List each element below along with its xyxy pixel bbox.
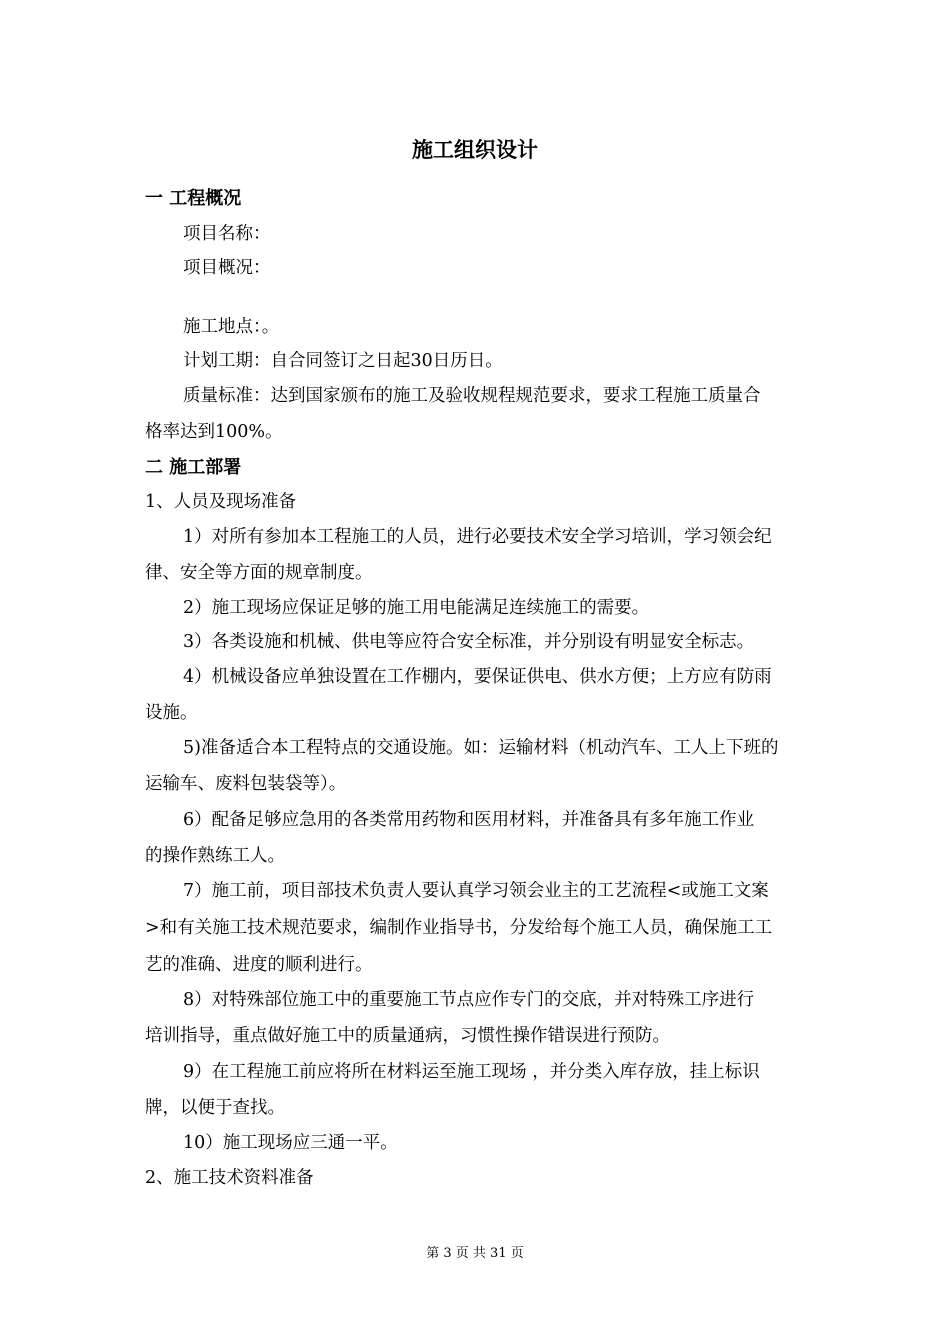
item-9-line-1: 9）在工程施工前应将所在材料运至施工现场 ，并分类入库存放，挂上标识 (183, 1062, 760, 1082)
page-number-footer: 第 3 页 共 31 页 (426, 1246, 524, 1261)
item-8-line-1: 8）对特殊部位施工中的重要施工节点应作专门的交底，并对特殊工序进行 (183, 990, 755, 1010)
item-9-line-2: 牌，以便于查找。 (145, 1098, 285, 1118)
site-location-line: 施工地点：。 (183, 317, 280, 337)
item-1-line-1: 1）对所有参加本工程施工的人员，进行必要技术安全学习培训，学习领会纪 (183, 527, 772, 547)
item-5-line-1: 5)准备适合本工程特点的交通设施。如：运输材料（机动汽车、工人上下班的 (183, 738, 779, 758)
schedule-line: 计划工期：自合同签订之日起30日历日。 (183, 351, 503, 371)
item-4-line-1: 4）机械设备应单独设置在工作棚内，要保证供电、供水方便；上方应有防雨 (183, 667, 772, 687)
page-title: 施工组织设计 (412, 137, 538, 162)
item-3: 3）各类设施和机械、供电等应符合安全标准，并分别设有明显安全标志。 (183, 632, 755, 652)
item-8-line-2: 培训指导，重点做好施工中的质量通病，习惯性操作错误进行预防。 (145, 1026, 670, 1046)
item-5-line-2: 运输车、废料包装袋等）。 (145, 774, 347, 794)
item-6-line-2: 的操作熟练工人。 (145, 846, 285, 866)
item-1-line-2: 律、安全等方面的规章制度。 (145, 563, 373, 583)
project-name-line: 项目名称： (183, 224, 271, 244)
quality-line-2: 格率达到100%。 (145, 422, 283, 442)
quality-line-1: 质量标准：达到国家颁布的施工及验收规程规范要求，要求工程施工质量合 (183, 386, 761, 406)
subsection-heading-technical-docs: 2、施工技术资料准备 (145, 1168, 314, 1188)
item-6-line-1: 6）配备足够应急用的各类常用药物和医用材料，并准备具有多年施工作业 (183, 810, 755, 830)
item-10: 10）施工现场应三通一平。 (183, 1133, 398, 1153)
section-heading-deployment: 二 施工部署 (145, 457, 242, 478)
item-7-line-1: 7）施工前，项目部技术负责人要认真学习领会业主的工艺流程<或施工文案 (183, 881, 769, 901)
item-7-line-2: >和有关施工技术规范要求，编制作业指导书，分发给每个施工人员，确保施工工 (145, 918, 773, 938)
section-heading-overview: 一 工程概况 (145, 188, 242, 209)
project-overview-line: 项目概况： (183, 258, 271, 278)
item-2: 2）施工现场应保证足够的施工用电能满足连续施工的需要。 (183, 598, 650, 618)
item-7-line-3: 艺的准确、进度的顺利进行。 (145, 955, 373, 975)
item-4-line-2: 设施。 (145, 703, 198, 723)
subsection-heading-personnel: 1、人员及现场准备 (145, 492, 297, 512)
